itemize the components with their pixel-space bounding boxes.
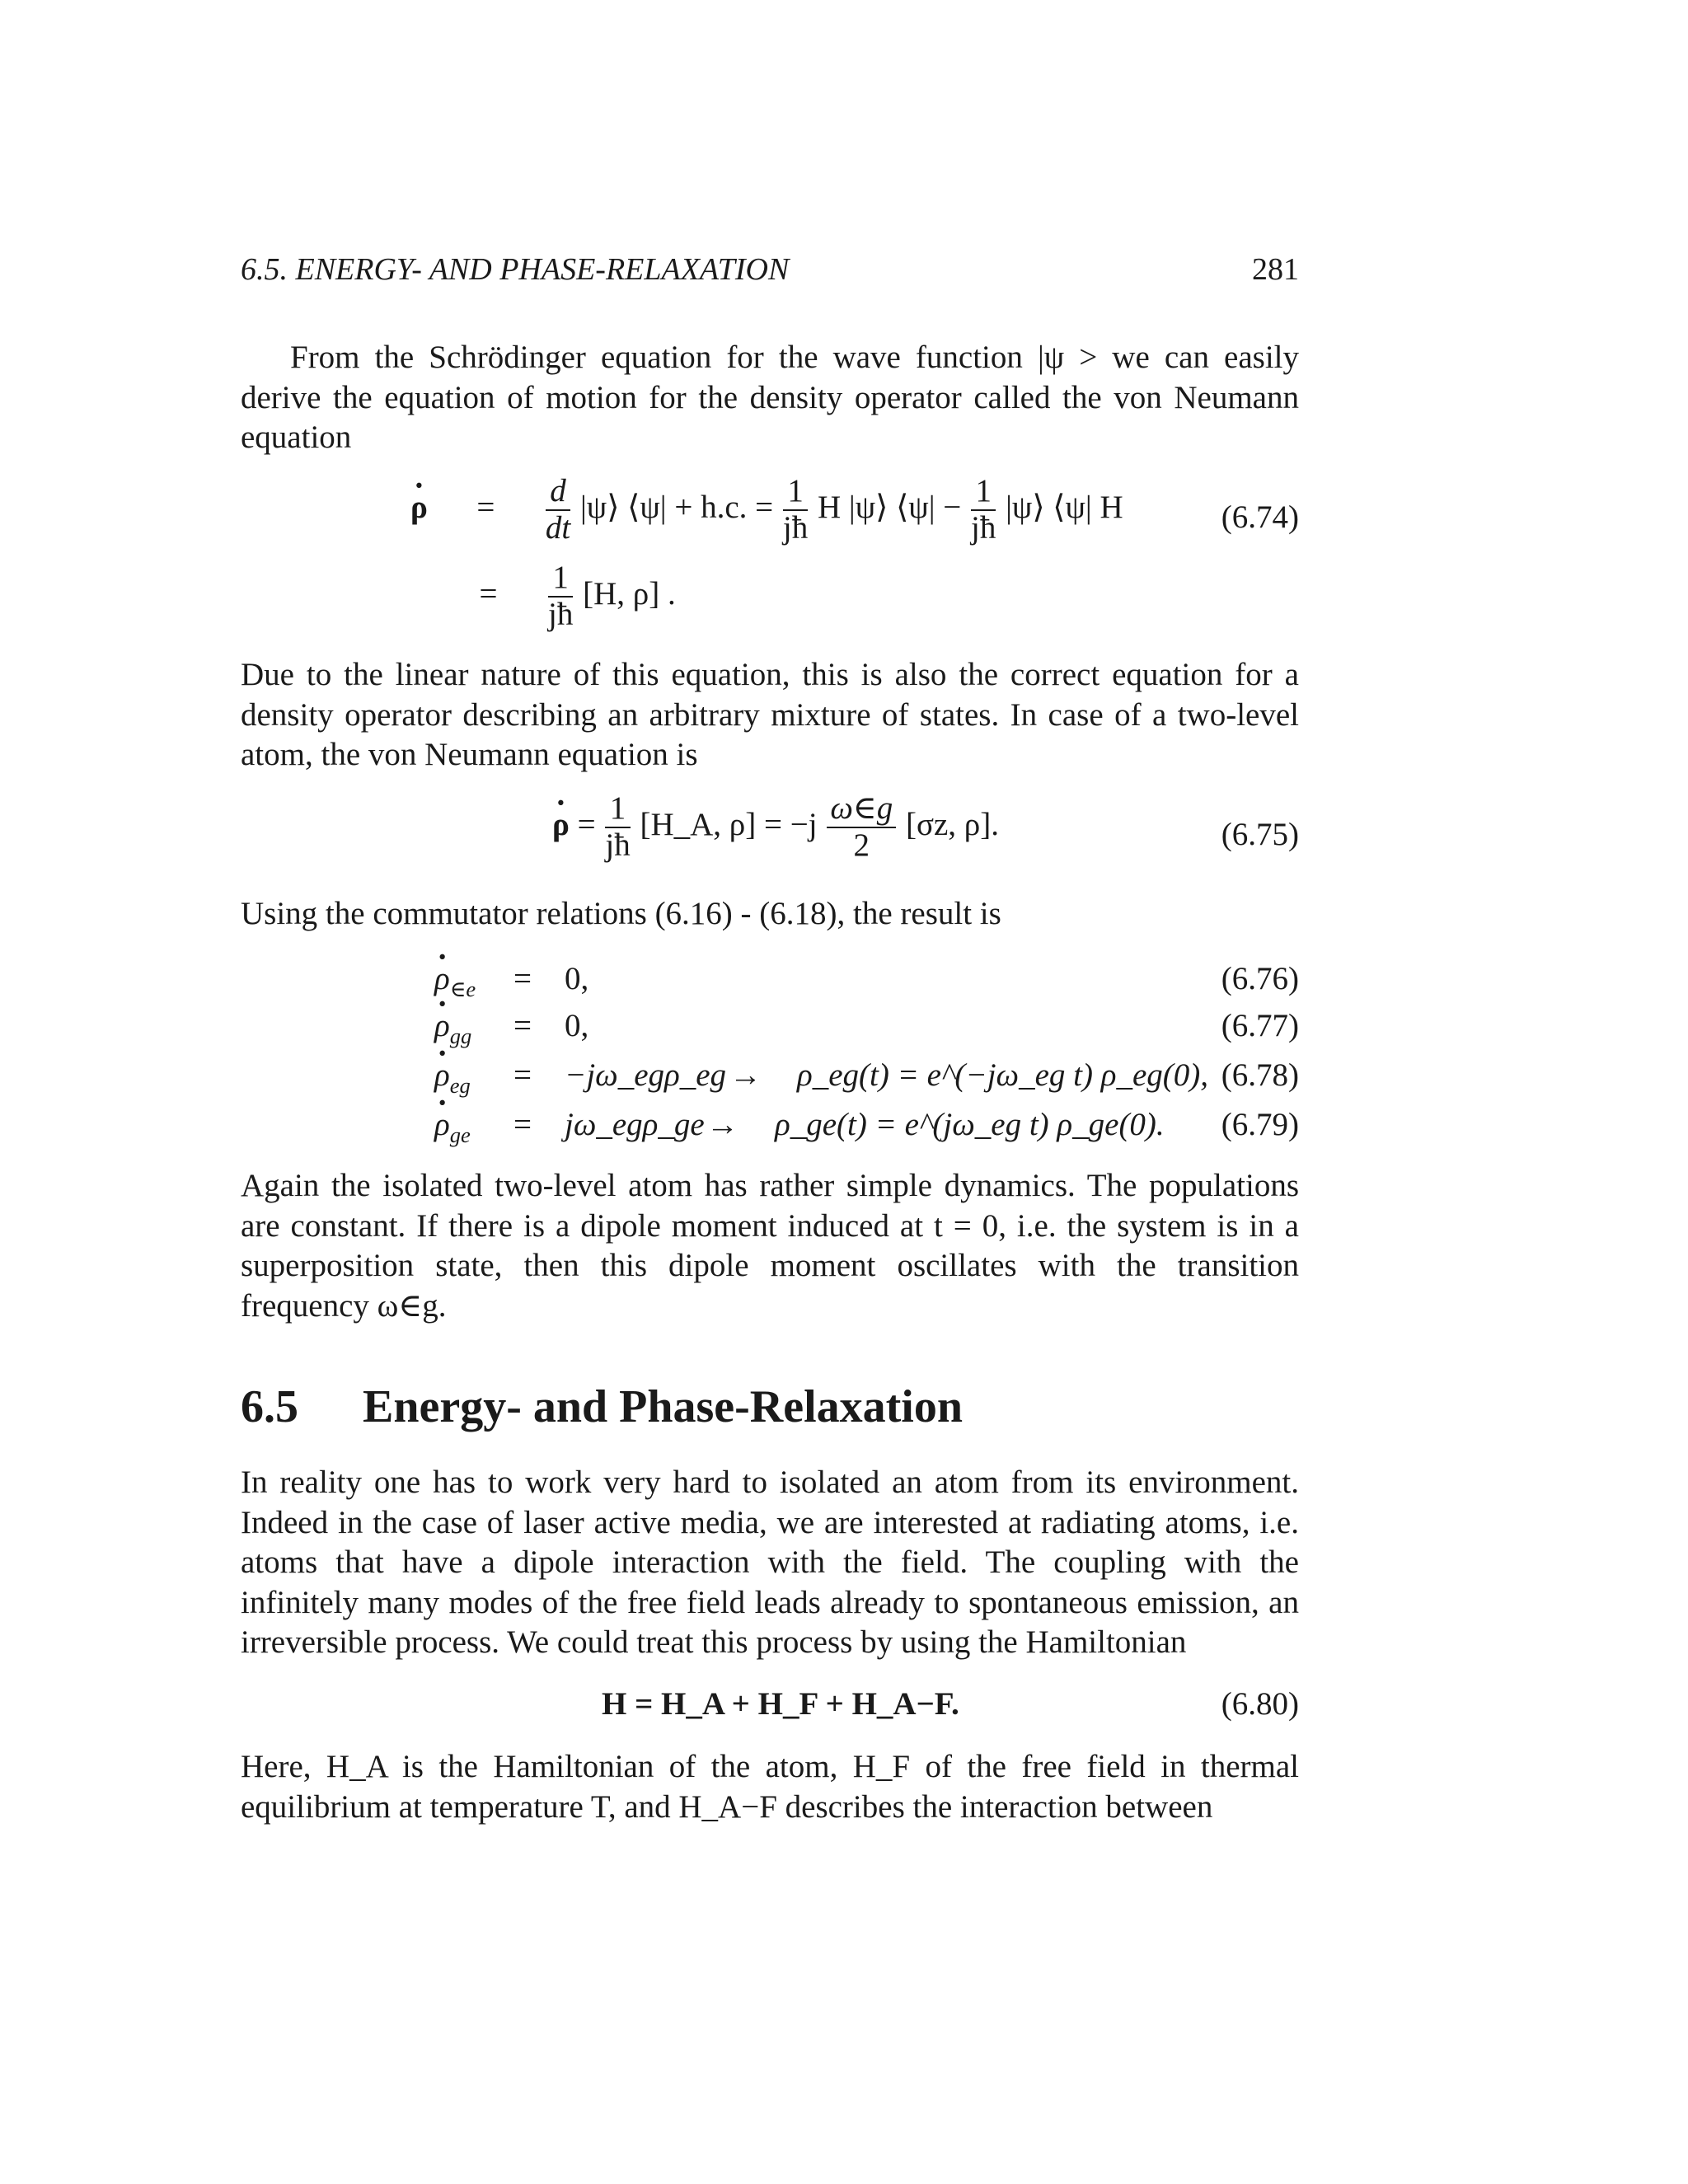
equation-number: (6.77) [1221,1008,1299,1043]
running-title: 6.5. ENERGY- AND PHASE-RELAXATION [241,252,790,287]
section-heading [241,1380,963,1433]
eq-term: [H_A, ρ] = −j [640,806,818,842]
section-title: Energy- and Phase-Relaxation [363,1381,963,1432]
equation-number: (6.75) [1221,817,1299,852]
equation-number: (6.80) [1221,1686,1299,1722]
page-number: 281 [1252,252,1299,287]
equation-number: (6.76) [1221,961,1299,996]
eq-term: |ψ⟩ ⟨ψ| + h.c. = [579,489,774,525]
eq-term: [H, ρ] . [583,575,676,612]
paragraph-linear-nature: Due to the linear nature of this equation, this is also the correct equation for a density operator describing an arbitrary mixture of states. In case of a two-level atom, the von Neumann equation is [241,657,1299,772]
fraction-1-jhbar: $\frac{1}{jħ}$ [548,560,574,632]
eq-term: H |ψ⟩ ⟨ψ| − [817,489,962,525]
equation-6-77: · $\rho_{gg}$ = 0, [434,1007,471,1049]
equation-6-80 [602,1685,959,1722]
paragraph-dynamics: Again the isolated two-level atom has rather simple dynamics. The populations are constant. If there is a dipole moment induced at t = 0, i.e. the system is in a superposition state, then this dipole moment oscillates with the transition frequency ω∈g. [241,1168,1299,1324]
equation-number: (6.78) [1221,1057,1299,1093]
equation-6-76: · $\rho_{\in e}$ = 0, [434,960,476,1002]
equation-6-74-line2 [410,560,676,633]
paragraph-intro: From the Schrödinger equation for the wave function |ψ > we can easily derive the equation of motion for the density operator called the von Neumann equation [241,340,1299,455]
equals-sign: = [577,806,596,842]
paragraph-commutator: Using the commutator relations (6.16) - (6.18), the result is [241,896,1001,931]
equation-6-78: · $\rho_{eg}$ = −jω_egρ_eg → ρ_eg(t) = e^(−jω_eg t) ρ_eg(0), [434,1057,471,1099]
fraction-1-jhbar: $\frac{1}{jħ}$ [971,473,996,546]
equals-sign: = [476,489,495,525]
rho-dot: · ρ [410,489,428,526]
equation-number: (6.79) [1221,1107,1299,1142]
fraction-omega-2: $\frac{\omega\in g}{2}$ [827,791,896,864]
running-header [241,251,1299,288]
equals-sign: = [479,575,498,612]
eq-term: [σz, ρ]. [905,806,999,842]
paragraph-hamiltonian: Here, H_A is the Hamiltonian of the atom, H_F of the free field in thermal equilibrium at temperature T, and H_A−F describes the interaction between [241,1749,1299,1825]
section-number: 6.5 [241,1381,298,1432]
fraction-d-dt: $\frac{d}{dt}$ [545,473,571,546]
equation-6-75 [552,791,999,864]
paragraph-reality: In reality one has to work very hard to isolated an atom from its environment. Indeed in the case of laser active media, we are interested at radiating atoms, i.e. atoms that have a dipole interaction with the field. The coupling with the infinitely many modes of the free field leads already to spontaneous emission, an irreversible process. We could treat this process by using the Hamiltonian [241,1465,1299,1660]
eq-term: H = H_A + H_F + H_A−F. [602,1686,959,1722]
fraction-1-jhbar: $\frac{1}{jħ}$ [605,790,631,863]
equation-6-74-line1 [410,474,1123,546]
eq-term: |ψ⟩ ⟨ψ| H [1006,489,1123,525]
rho-dot: · ρ [552,806,570,843]
fraction-1-jhbar: $\frac{1}{jħ}$ [782,473,809,546]
equation-number: (6.74) [1221,499,1299,535]
equation-6-79: · $\rho_{ge}$ = jω_egρ_ge → ρ_ge(t) = e^(jω_eg t) ρ_ge(0). [434,1106,471,1148]
